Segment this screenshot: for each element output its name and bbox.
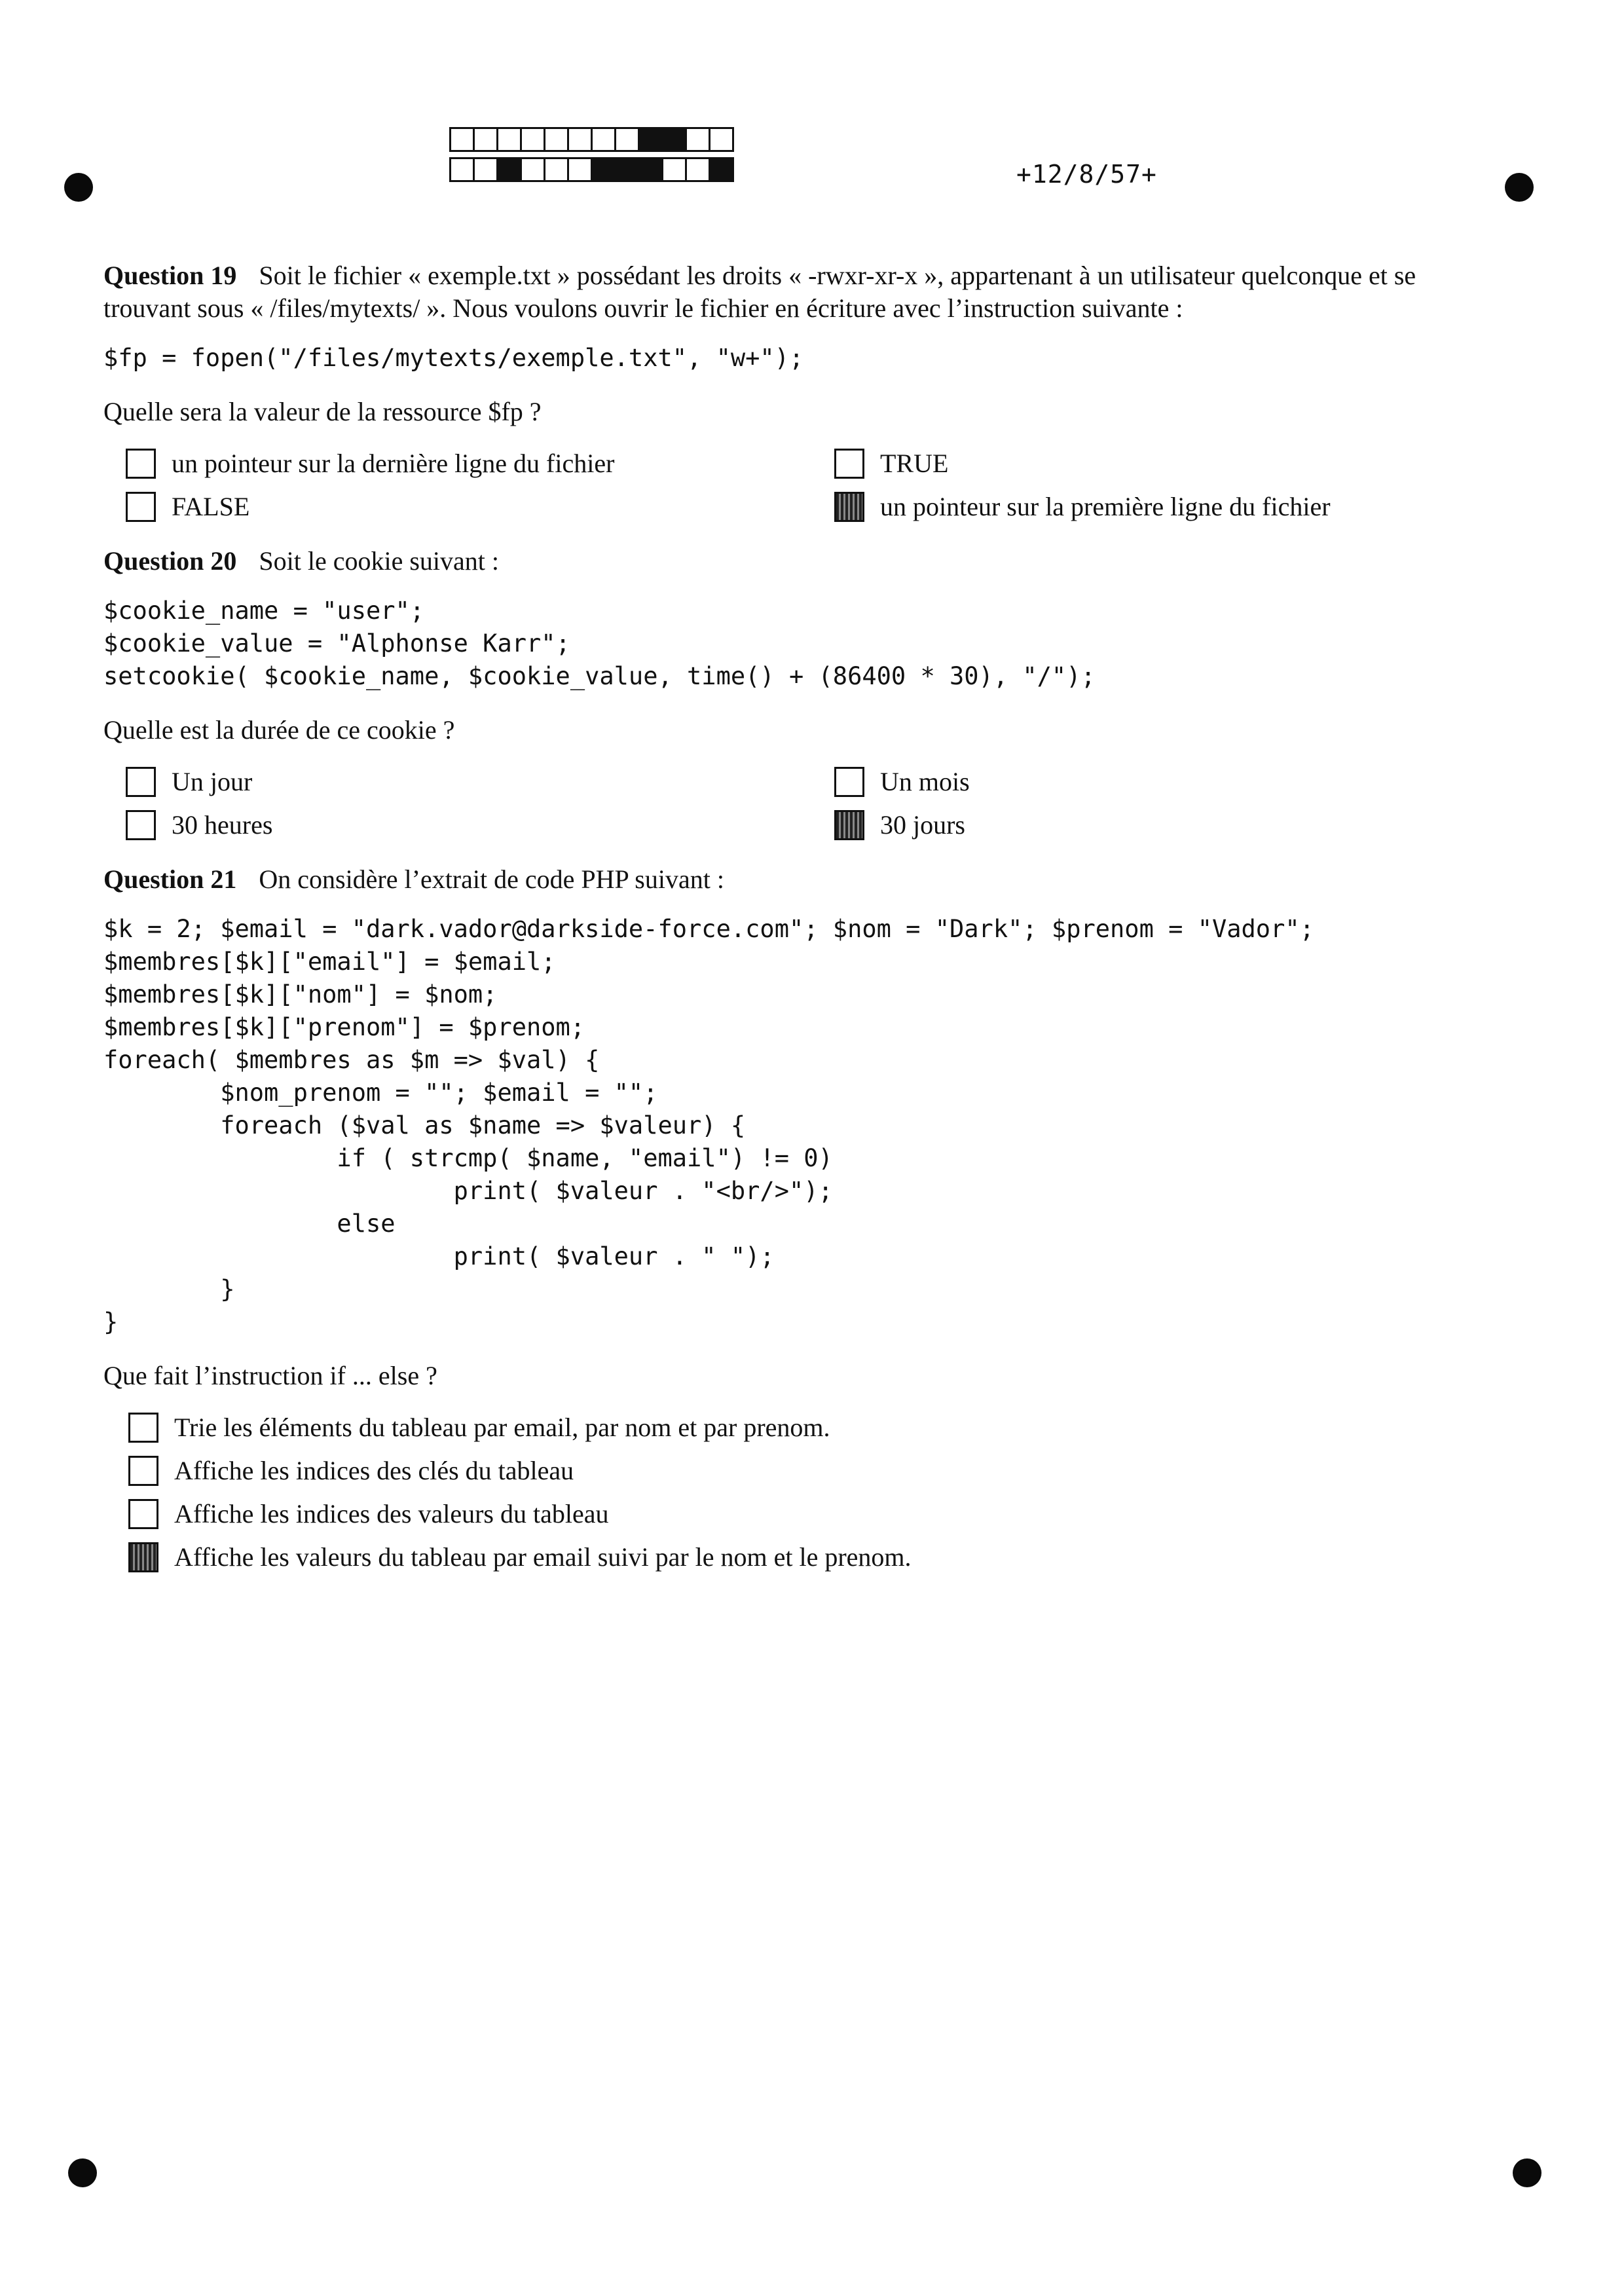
checkbox[interactable] [126,767,156,797]
answer-options [126,766,1505,841]
answer-option[interactable] [128,1455,1505,1487]
exam-content [103,259,1505,1573]
code-cell [709,157,734,182]
answer-option[interactable] [128,1498,1505,1530]
code-cell [638,157,663,182]
registration-mark-top-right [1505,173,1534,202]
answer-option[interactable] [834,809,1489,841]
registration-mark-bottom-right [1513,2158,1541,2187]
checkbox[interactable] [126,810,156,840]
checkbox[interactable] [128,1542,158,1572]
question-20-header [103,545,1505,578]
question-21-header [103,863,1505,896]
option-label: 30 jours [880,810,965,840]
registration-mark-top-left [64,173,93,202]
question-text: Soit le fichier « exemple.txt » possédant les droits « -rwxr-xr-x », appartenant à un utilisateur quelconque et se trouvant sous « /files/mytexts/ ». Nous voulons ouvrir le fichier en écriture avec l’instruction suivante : [103,261,1416,323]
question-label: Question 20 [103,546,237,576]
checkbox[interactable] [128,1499,158,1529]
checkbox[interactable] [834,810,864,840]
checkbox[interactable] [128,1413,158,1443]
question-prompt: Que fait l’instruction if ... else ? [103,1361,437,1390]
code-cell [591,127,616,152]
code-cell [614,127,640,152]
code-cell [638,127,663,152]
checkbox[interactable] [834,767,864,797]
option-label: Trie les éléments du tableau par email, par nom et par prenom. [174,1413,830,1442]
question-text: Soit le cookie suivant : [259,546,499,576]
page-code-row-1 [449,127,732,152]
option-label: TRUE [880,449,949,478]
question-label: Question 19 [103,261,237,290]
registration-mark-bottom-left [68,2158,97,2187]
page-id: +12/8/57+ [1016,160,1157,189]
code-cell [449,127,475,152]
checkbox[interactable] [128,1456,158,1486]
code-cell [496,157,522,182]
question-text: On considère l’extrait de code PHP suivant : [259,864,724,894]
code-cell [473,157,498,182]
code-block: $cookie_name = "user"; $cookie_value = "Alphonse Karr"; setcookie( $cookie_name, $cookie_value, time() + (86400 * 30), "/"); [103,597,1096,690]
checkbox[interactable] [834,449,864,479]
option-label: Affiche les valeurs du tableau par email suivi par le nom et le prenom. [174,1542,912,1572]
answer-option[interactable] [126,809,834,841]
answer-option[interactable] [128,1542,1505,1573]
question-19-header [103,259,1505,325]
answer-options [126,448,1505,523]
code-cell [544,127,569,152]
option-label: un pointeur sur la première ligne du fichier [880,492,1331,521]
answer-option[interactable] [128,1412,1505,1443]
answer-options [128,1412,1505,1573]
checkbox[interactable] [834,492,864,522]
code-block: $fp = fopen("/files/mytexts/exemple.txt", "w+"); [103,344,804,372]
checkbox[interactable] [126,492,156,522]
question-label: Question 21 [103,864,237,894]
code-cell [685,157,710,182]
code-cell [685,127,710,152]
answer-option[interactable] [126,766,834,798]
code-cell [473,127,498,152]
option-label: Un jour [172,767,253,796]
question-19 [103,259,1505,523]
code-cell [496,127,522,152]
question-prompt: Quelle est la durée de ce cookie ? [103,715,455,745]
answer-option[interactable] [834,491,1489,523]
question-20 [103,545,1505,841]
option-label: FALSE [172,492,250,521]
option-label: Affiche les indices des clés du tableau [174,1456,574,1485]
option-label: 30 heures [172,810,273,840]
code-cell [591,157,616,182]
option-label: Un mois [880,767,970,796]
question-prompt: Quelle sera la valeur de la ressource $fp ? [103,397,542,426]
code-cell [661,157,687,182]
code-cell [520,127,545,152]
code-cell [544,157,569,182]
checkbox[interactable] [126,449,156,479]
code-block: $k = 2; $email = "dark.vador@darkside-force.com"; $nom = "Dark"; $prenom = "Vador"; $membres[$k]["email"] = $email; $membres[$k]["nom"] = $nom; $membres[$k]["prenom"] = $prenom; foreach( $membres as $m => $val) { $nom_prenom = ""; $email = ""; foreach ($val as $name => $valeur) { if ( strcmp( $name, "email") != 0) print( $valeur . "<br/>"); else print( $valeur . " "); } } [103,915,1314,1336]
code-cell [567,157,593,182]
page-code-row-2 [449,157,732,182]
code-cell [520,157,545,182]
question-21 [103,863,1505,1573]
option-label: un pointeur sur la dernière ligne du fichier [172,449,615,478]
code-cell [567,127,593,152]
code-cell [709,127,734,152]
answer-option[interactable] [126,491,834,523]
answer-option[interactable] [834,766,1489,798]
code-cell [449,157,475,182]
code-cell [661,127,687,152]
option-label: Affiche les indices des valeurs du tableau [174,1499,609,1528]
answer-option[interactable] [126,448,834,479]
code-cell [614,157,640,182]
answer-option[interactable] [834,448,1489,479]
